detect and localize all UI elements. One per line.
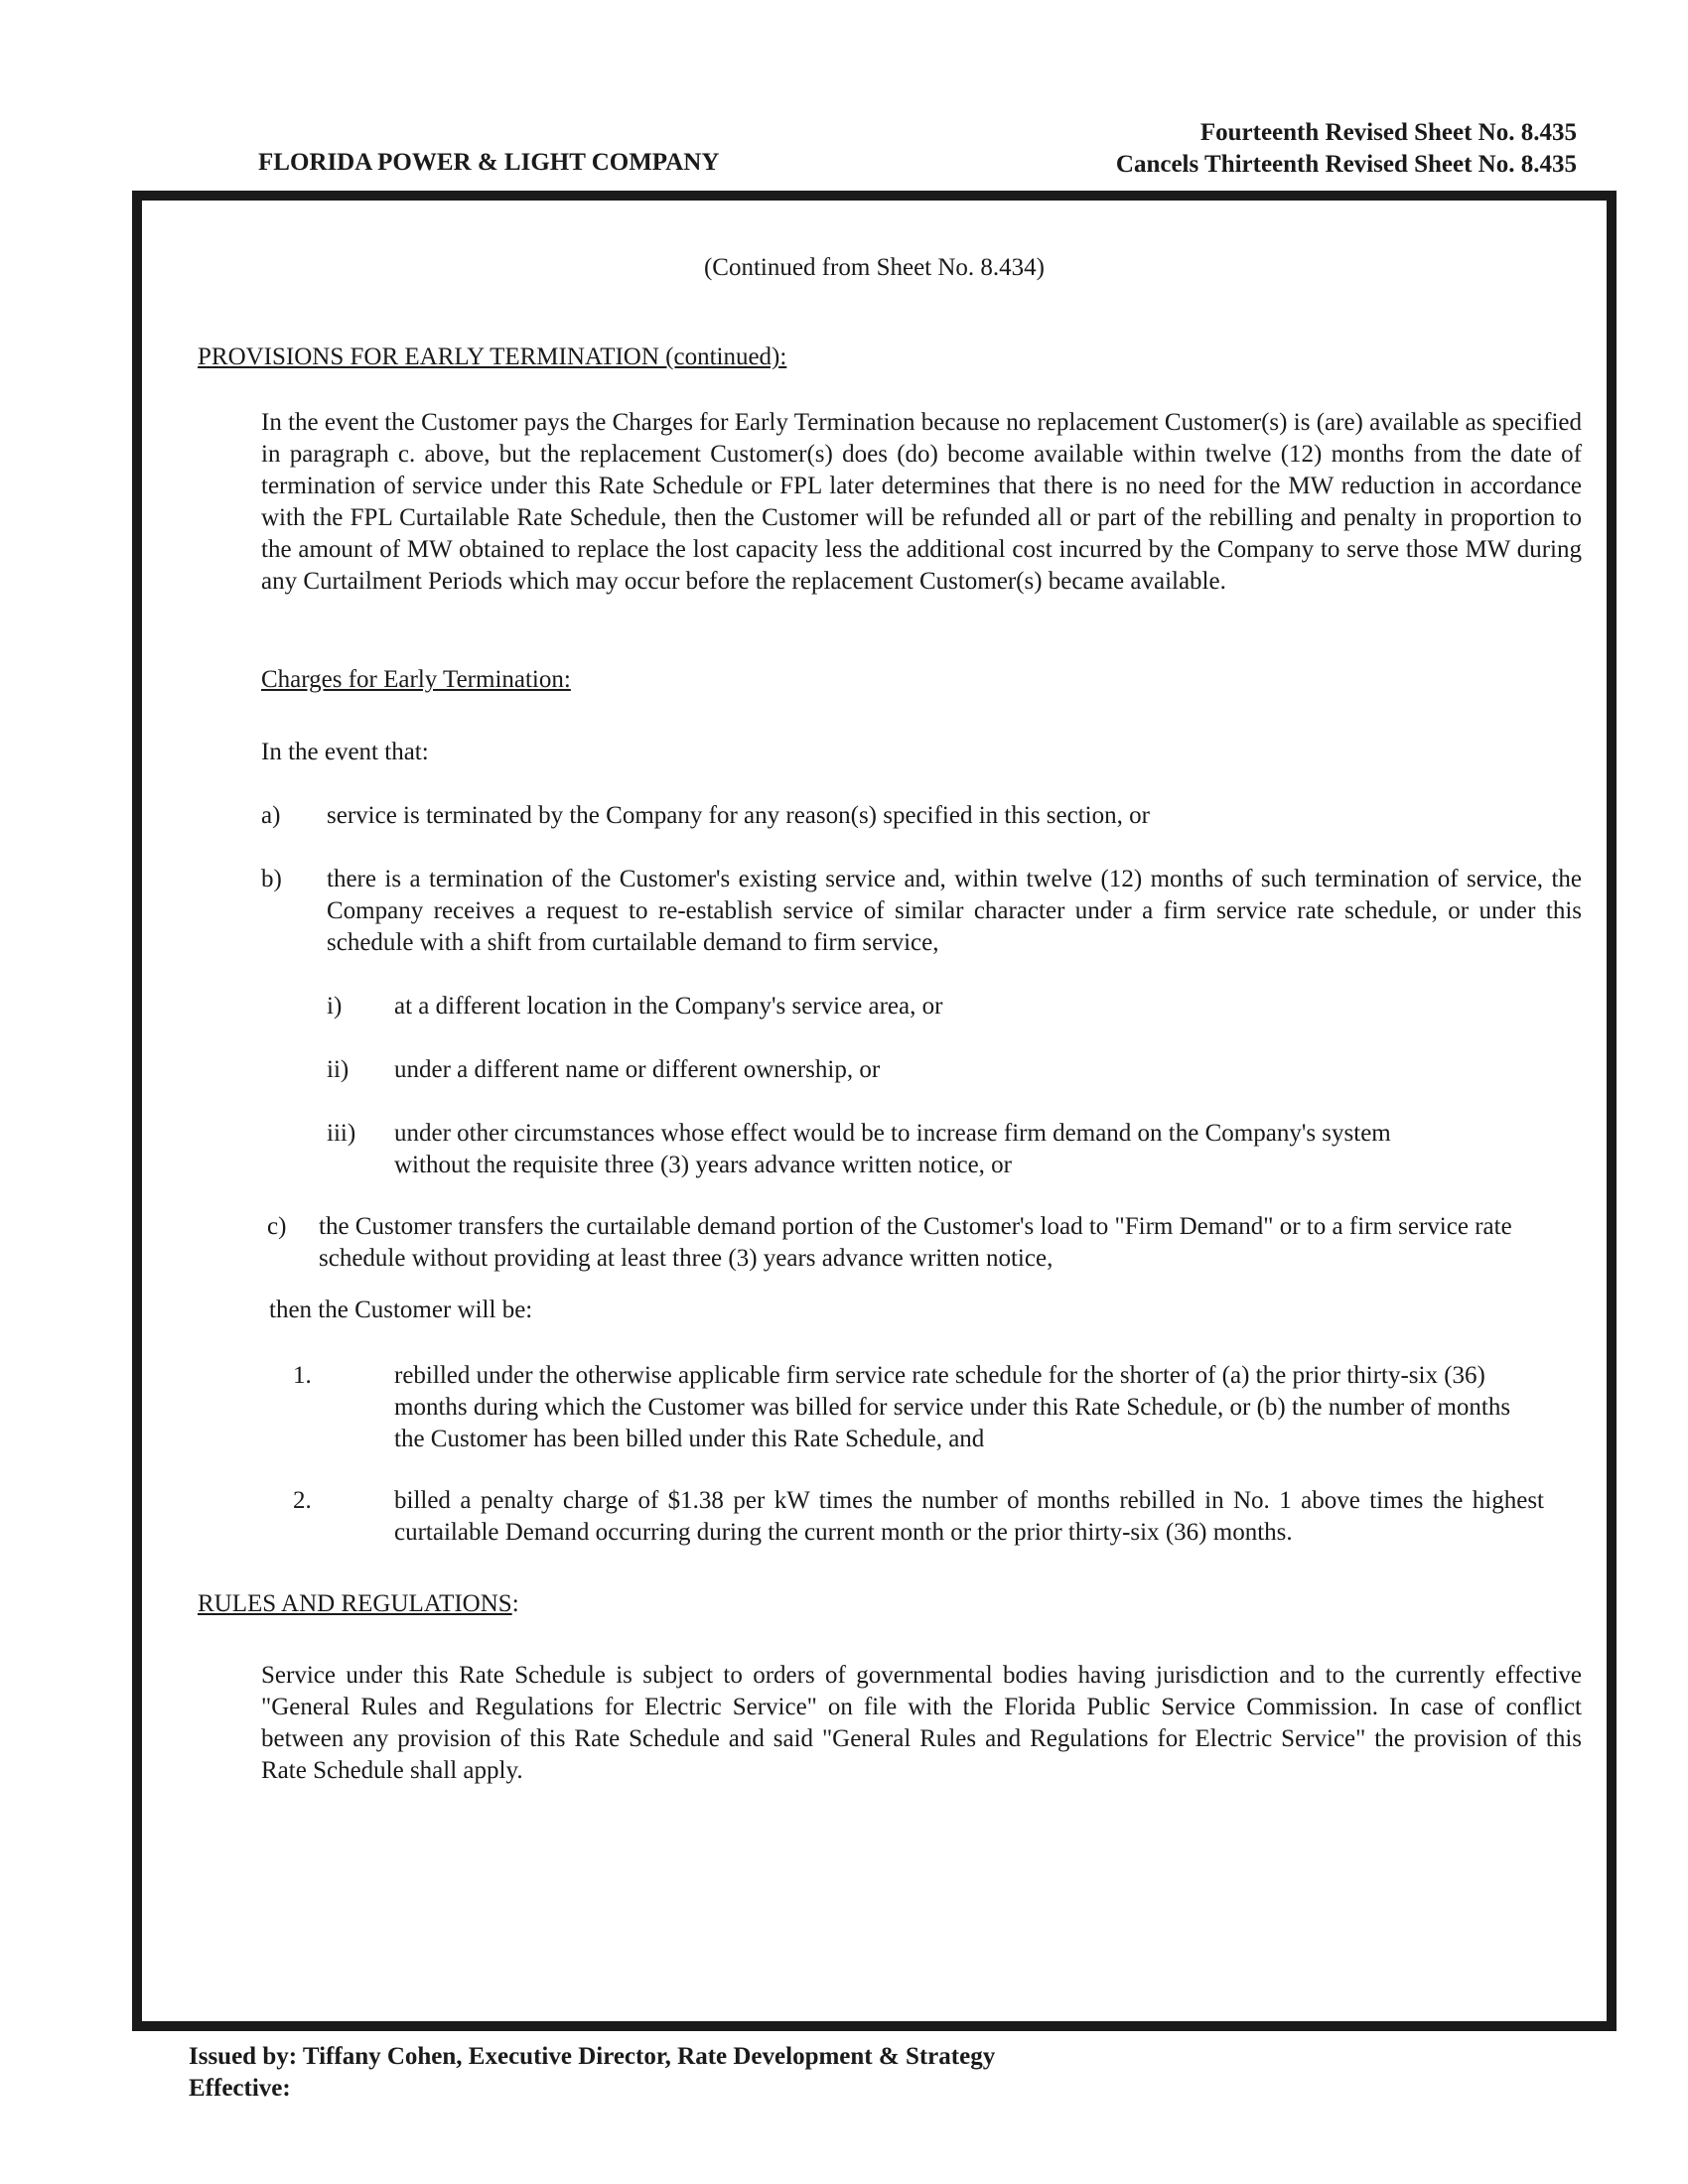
list-item-text: there is a termination of the Customer's existing service and, within twelve (12) months of such termination of service, the Company receives a request to re-establish service of similar character under a firm service rate schedule, or under this schedule with a shift from curtailable demand to firm service,: [327, 866, 1582, 956]
document-frame: [132, 191, 1617, 2031]
rules-heading-colon: :: [511, 1590, 519, 1617]
issued-by: Issued by: Tiffany Cohen, Executive Director, Rate Development & Strategy: [189, 2043, 996, 2070]
sheet-info: [1116, 117, 1577, 181]
rules-heading: [198, 1588, 519, 1620]
list-marker: c): [267, 1213, 287, 1240]
list-marker: 1.: [293, 1362, 312, 1389]
charges-heading: Charges for Early Termination:: [261, 666, 571, 693]
list-item-text: under a different name or different ownership, or: [394, 1056, 881, 1083]
then-text: then the Customer will be:: [269, 1297, 533, 1323]
list-item-text: the Customer transfers the curtailable demand portion of the Customer's load to "Firm Demand" or to a firm service rate schedule without providing at least three (3) years advance written notice,: [319, 1213, 1512, 1272]
list-item-text: at a different location in the Company's service area, or: [394, 993, 943, 1020]
effective-date: Effective:: [189, 2075, 291, 2102]
rules-heading-text: RULES AND REGULATIONS: [198, 1590, 512, 1617]
early-termination-heading: PROVISIONS FOR EARLY TERMINATION (continued):: [198, 343, 787, 370]
list-item-text: service is terminated by the Company for any reason(s) specified in this section, or: [327, 802, 1150, 829]
continued-from: (Continued from Sheet No. 8.434): [703, 254, 1045, 281]
company-name: FLORIDA POWER & LIGHT COMPANY: [258, 149, 720, 176]
list-marker: a): [261, 802, 281, 829]
list-item-text: rebilled under the otherwise applicable firm service rate schedule for the shorter of (a) the prior thirty-six (36) months during which the Customer was billed for service under this Rate Schedule, or (b) the number of months the Customer has been billed under this Rate Schedule, and: [394, 1362, 1511, 1452]
sheet-number: Fourteenth Revised Sheet No. 8.435: [1199, 119, 1577, 146]
list-marker: ii): [327, 1056, 350, 1083]
rules-paragraph: Service under this Rate Schedule is subject to orders of governmental bodies having jurisdiction and to the currently effective "General Rules and Regulations for Electric Service" on file with the Florida Public Service Commission. In case of conflict between any provision of this Rate Schedule and said "General Rules and Regulations for Electric Service" the provision of this Rate Schedule shall apply.: [261, 1662, 1582, 1784]
intro-text: In the event that:: [261, 739, 429, 765]
footer: [189, 2041, 995, 2105]
list-marker: b): [261, 866, 282, 892]
early-termination-paragraph: In the event the Customer pays the Charges for Early Termination because no replacement Customer(s) is (are) available as specified in paragraph c. above, but the replacement Customer(s) does (do) become available within twelve (12) months from the date of termination of service under this Rate Schedule or FPL later determines that there is no need for the MW reduction in accordance with the FPL Curtailable Rate Schedule, then the Customer will be refunded all or part of the rebilling and penalty in proportion to the amount of MW obtained to replace the lost capacity less the additional cost incurred by the Company to serve those MW during any Curtailment Periods which may occur before the replacement Customer(s) became available.: [261, 409, 1582, 595]
list-marker: iii): [327, 1120, 356, 1147]
list-marker: i): [327, 993, 343, 1020]
list-item-text: under other circumstances whose effect would be to increase firm demand on the Company's system without the requisite three (3) years advance written notice, or: [394, 1120, 1391, 1178]
list-marker: 2.: [293, 1487, 312, 1514]
cancels-sheet: Cancels Thirteenth Revised Sheet No. 8.435: [1115, 151, 1577, 178]
list-item-text: billed a penalty charge of $1.38 per kW times the number of months rebilled in No. 1 above times the highest curtailable Demand occurring during the current month or the prior thirty-six (36) months.: [394, 1487, 1544, 1546]
